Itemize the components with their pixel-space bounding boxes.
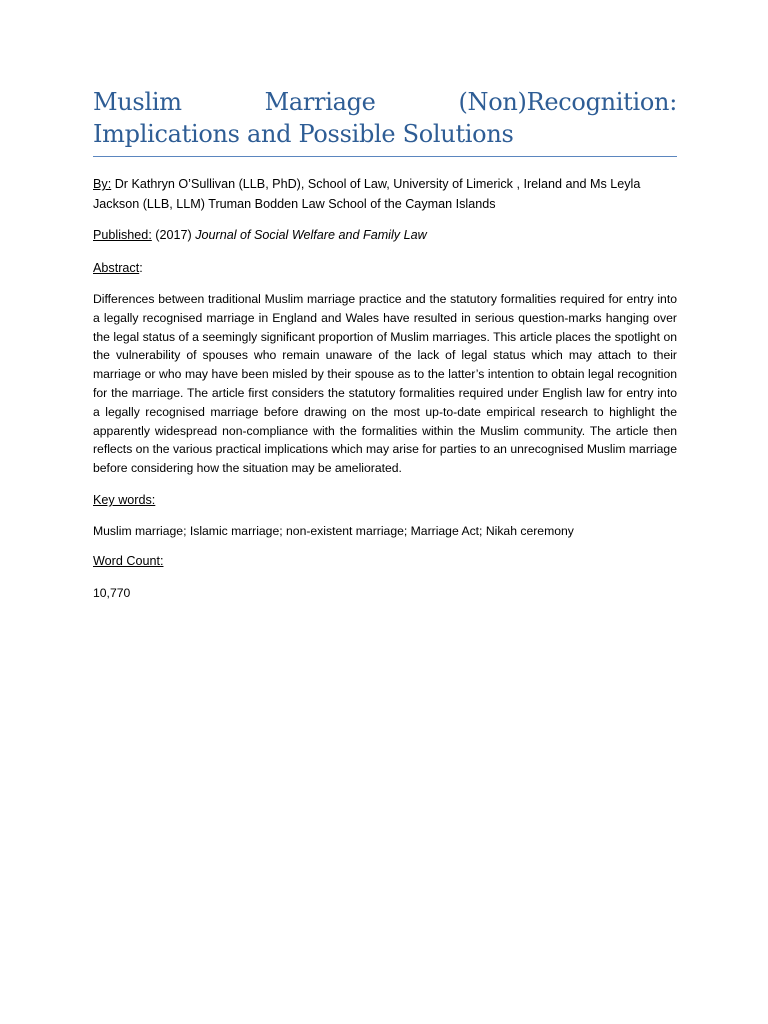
title-word: (Non)Recognition:: [458, 88, 677, 116]
abstract-label: Abstract: [93, 260, 140, 275]
title-word: Muslim: [93, 88, 182, 116]
byline: [93, 175, 677, 214]
published-line: [93, 226, 677, 246]
title-word: Marriage: [264, 88, 376, 116]
paper-title: [93, 86, 677, 150]
title-line-2: Implications and Possible Solutions: [93, 120, 514, 148]
keywords-heading: [93, 491, 677, 511]
word-count-heading: [93, 552, 677, 572]
keywords-label: Key words:: [93, 492, 156, 507]
published-label: Published:: [93, 228, 152, 242]
byline-label: By:: [93, 177, 112, 191]
keywords-text: Muslim marriage; Islamic marriage; non-existent marriage; Marriage Act; Nikah ceremony: [93, 524, 574, 539]
document-page: [93, 86, 677, 602]
title-divider: [93, 156, 677, 157]
word-count-label: Word Count:: [93, 554, 164, 569]
abstract-colon: :: [139, 260, 143, 275]
byline-text: Dr Kathryn O’Sullivan (LLB, PhD), School of Law, University of Limerick , Ireland and Ms Leyla Jackson (LLB, LLM) Truman Bodden Law School of the Cayman Islands: [93, 177, 641, 211]
title-line-1: [93, 86, 677, 118]
abstract-heading: [93, 259, 677, 279]
word-count-value: 10,770: [93, 585, 131, 600]
journal-name: Journal of Social Welfare and Family Law: [195, 228, 427, 242]
published-year: (2017): [151, 228, 196, 242]
abstract-body: Differences between traditional Muslim marriage practice and the statutory formalities required for entry into a legally recognised marriage in England and Wales have resulted in serious question-marks hanging over the legal status of a seemingly significant proportion of Muslim marriages. This article places the spotlight on the vulnerability of spouses who remain unaware of the lack of legal status which may attach to their marriage or who may have been misled by their spouse as to the latter’s intention to obtain legal recognition for the marriage. The article first considers the statutory formalities required under English law for entry into a legally recognised marriage before drawing on the most up-to-date empirical research to highlight the apparently widespread non-compliance with the formalities within the Muslim community. The article then reflects on the various practical implications which may arise for parties to an unrecognised Muslim marriage before considering how the situation may be ameliorated.: [93, 292, 677, 476]
